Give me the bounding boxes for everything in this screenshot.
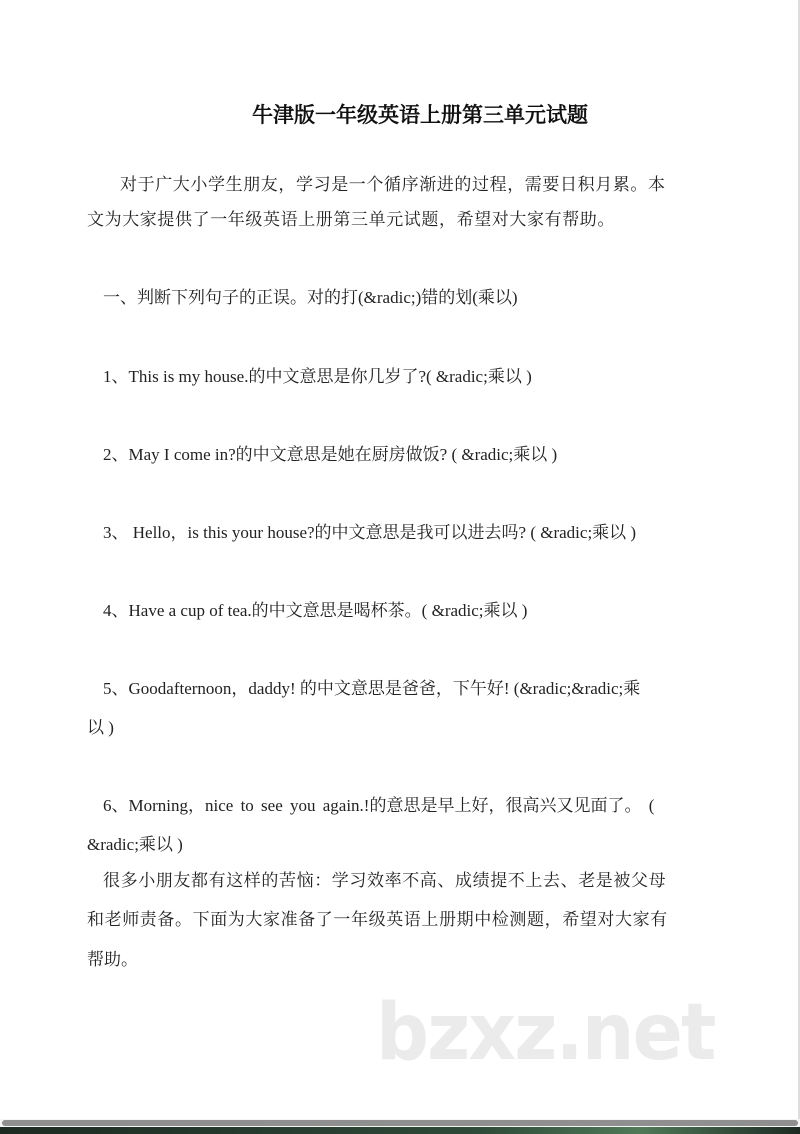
desktop-background-strip <box>0 1127 800 1134</box>
closing-line-1: 很多小朋友都有这样的苦恼：学习效率不高、成绩提不上去、老是被父母 <box>103 871 667 890</box>
closing-line-2: 和老师责备。下面为大家准备了一年级英语上册期中检测题，希望对大家有 <box>87 910 668 929</box>
question-4: 4、Have a cup of tea.的中文意思是喝杯茶。( &radic;乘以 ) <box>103 601 528 620</box>
scrollbar-thumb[interactable] <box>2 1120 798 1126</box>
question-2: 2、May I come in?的中文意思是她在厨房做饭? ( &radic;乘以 ) <box>103 445 558 464</box>
question-6-cont: &radic;乘以 ) <box>87 835 183 854</box>
intro-line-1: 对于广大小学生朋友，学习是一个循序渐进的过程，需要日积月累。本 <box>120 175 666 194</box>
question-5: 5、Goodafternoon，daddy! 的中文意思是爸爸，下午好! (&radic;&radic;乘 <box>103 679 641 698</box>
question-6: 6、Morning，nice to see you again.!的意思是早上好，很高兴又见面了。 ( <box>103 796 655 815</box>
document-title: 牛津版一年级英语上册第三单元试题 <box>252 103 588 127</box>
intro-line-2: 文为大家提供了一年级英语上册第三单元试题，希望对大家有帮助。 <box>87 210 615 229</box>
closing-line-3: 帮助。 <box>87 950 138 969</box>
question-1: 1、This is my house.的中文意思是你几岁了?( &radic;乘以 ) <box>103 367 532 386</box>
question-5-cont: 以 ) <box>87 718 114 737</box>
horizontal-scrollbar[interactable] <box>0 1119 800 1127</box>
question-3: 3、 Hello，is this your house?的中文意思是我可以进去吗? ( &radic;乘以 ) <box>103 523 637 542</box>
section-heading: 一、判断下列句子的正误。对的打(&radic;)错的划(乘以) <box>103 288 518 307</box>
watermark-logo: bzxz.net <box>376 988 715 1078</box>
